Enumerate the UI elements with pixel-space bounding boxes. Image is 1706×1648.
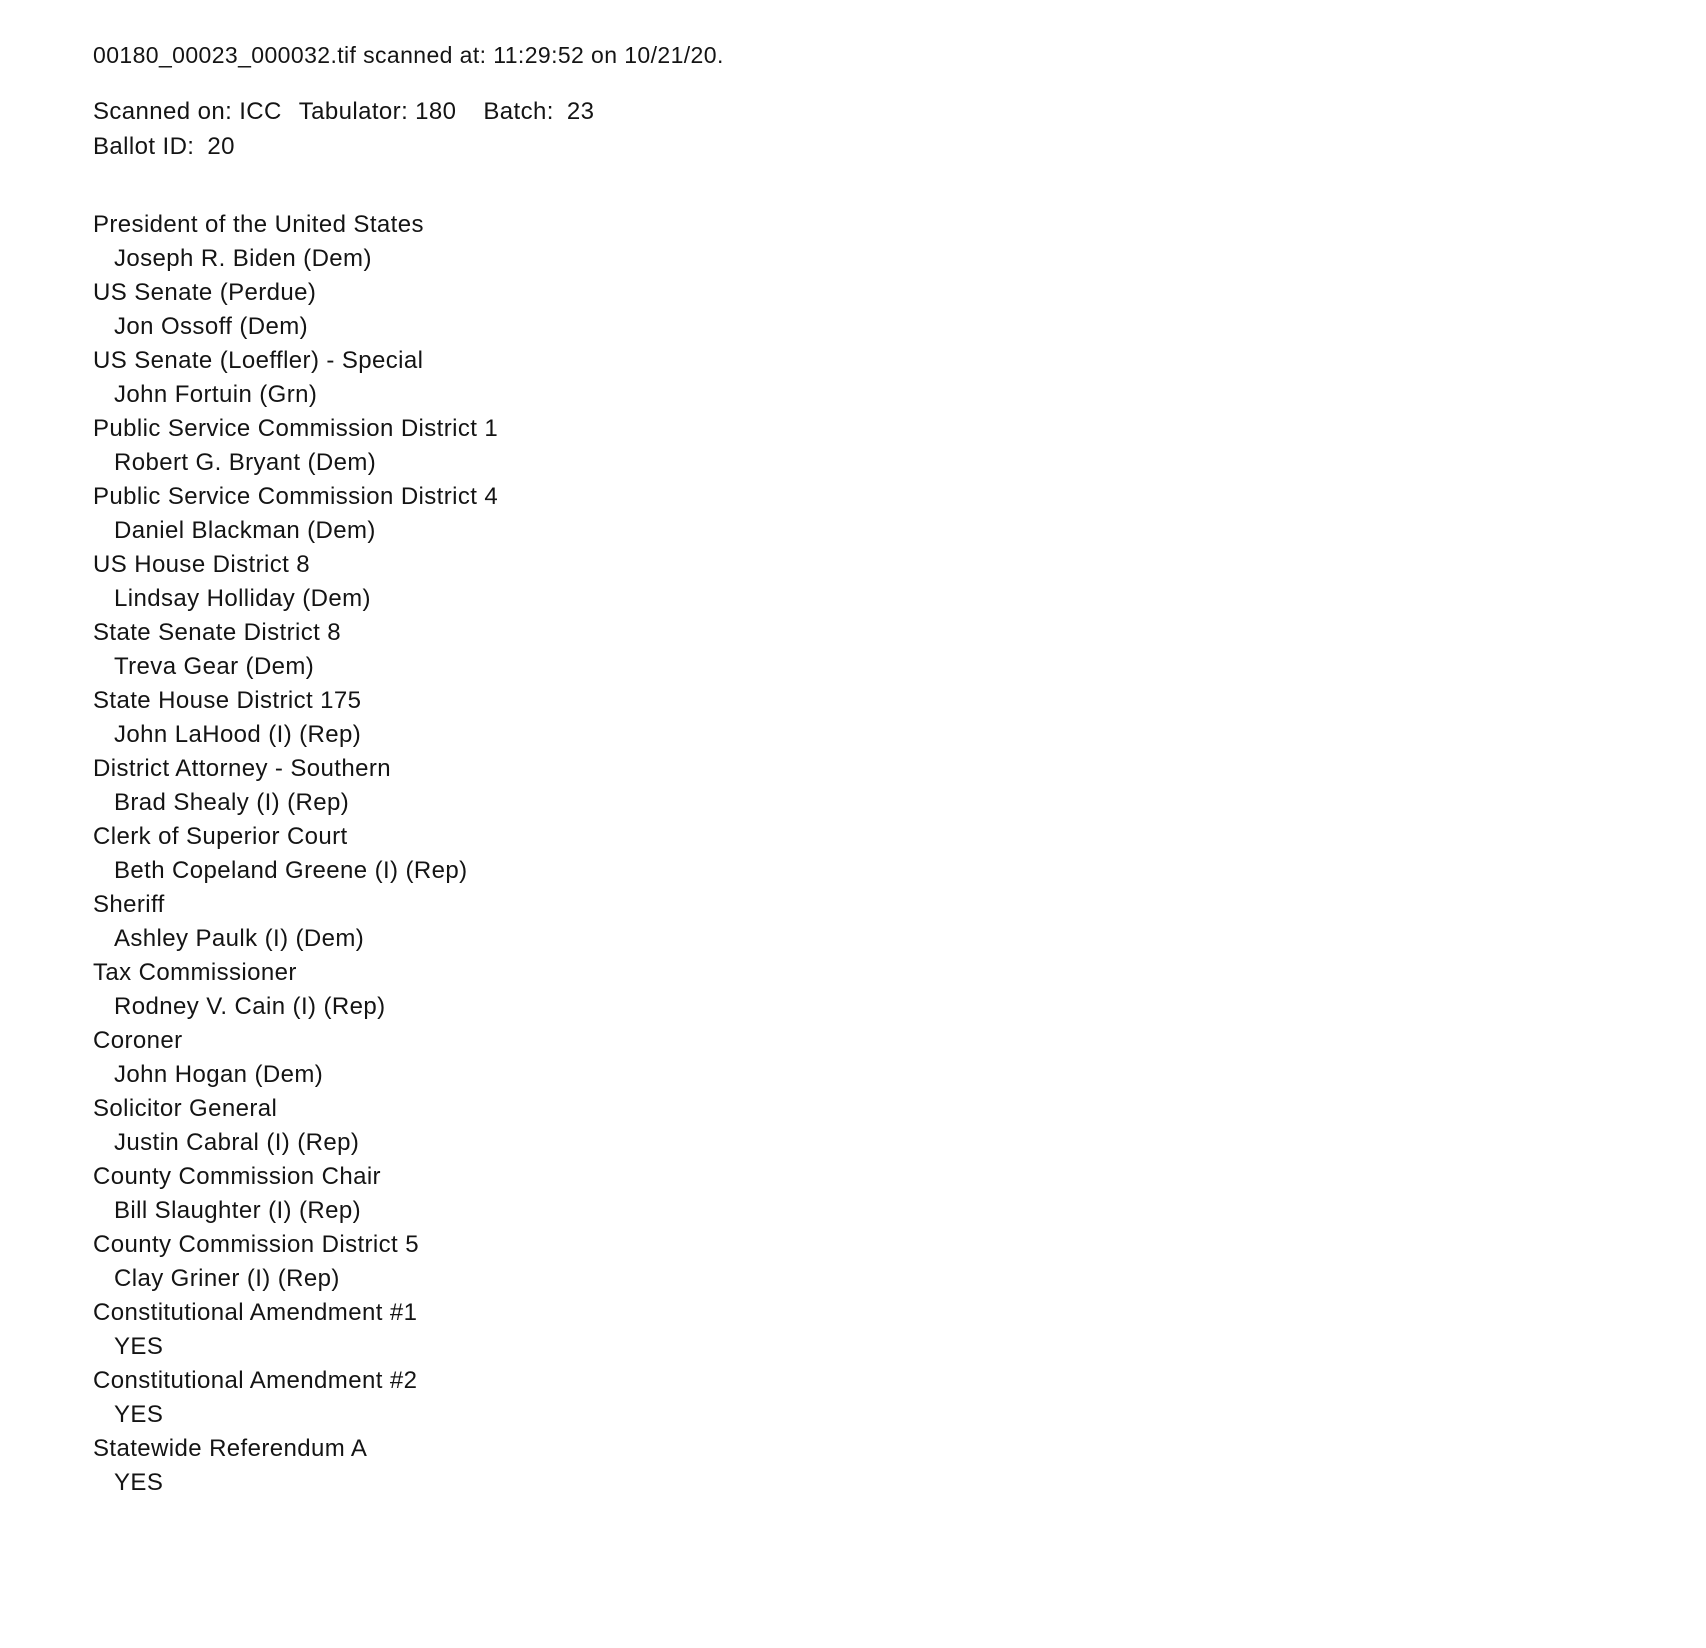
scanned-on-value: ICC [239, 98, 282, 125]
contest-row [93, 208, 1666, 276]
contest-title: Solicitor General [93, 1095, 278, 1122]
contest-selection: Bill Slaughter (I) (Rep) [114, 1197, 362, 1224]
contest-selection: YES [114, 1469, 164, 1496]
contest-selection: Joseph R. Biden (Dem) [114, 245, 372, 272]
contest-title: US Senate (Loeffler) - Special [93, 347, 424, 374]
contest-selection: Clay Griner (I) (Rep) [114, 1265, 340, 1292]
contest-title: US Senate (Perdue) [93, 279, 317, 306]
contest-selection: John Hogan (Dem) [114, 1061, 324, 1088]
contest-row [93, 412, 1666, 480]
batch-label: Batch: [483, 98, 554, 125]
contest-selection: Jon Ossoff (Dem) [114, 313, 309, 340]
contest-selection: Robert G. Bryant (Dem) [114, 449, 377, 476]
contest-title: Constitutional Amendment #2 [93, 1367, 418, 1394]
contest-selection: Treva Gear (Dem) [114, 653, 315, 680]
contest-row [93, 548, 1666, 616]
contest-selection: John LaHood (I) (Rep) [114, 721, 362, 748]
scan-info-line [93, 94, 1666, 129]
contest-row [93, 888, 1666, 956]
contest-selection: YES [114, 1401, 164, 1428]
tabulator-value: 180 [415, 98, 457, 125]
contest-row [93, 1296, 1666, 1364]
contest-title: Public Service Commission District 1 [93, 415, 499, 442]
contest-row [93, 1364, 1666, 1432]
ballot-id-label: Ballot ID: [93, 133, 195, 160]
contest-row [93, 752, 1666, 820]
contest-selection: John Fortuin (Grn) [114, 381, 318, 408]
batch-value: 23 [566, 98, 595, 125]
contest-title: District Attorney - Southern [93, 755, 391, 782]
contest-row [93, 1160, 1666, 1228]
ballot-id-line [93, 129, 1666, 164]
contest-row [93, 616, 1666, 684]
contest-row [93, 1024, 1666, 1092]
contest-row [93, 480, 1666, 548]
ballot-id-value: 20 [207, 133, 235, 160]
contest-row [93, 956, 1666, 1024]
contest-row [93, 1432, 1666, 1500]
contest-list [93, 208, 1666, 1500]
tabulator-label: Tabulator: [298, 98, 409, 125]
contest-selection: YES [114, 1333, 164, 1360]
contest-row [93, 276, 1666, 344]
contest-title: Coroner [93, 1027, 183, 1054]
contest-row [93, 820, 1666, 888]
contest-selection: Lindsay Holliday (Dem) [114, 585, 371, 612]
contest-title: State House District 175 [93, 687, 362, 714]
contest-title: Public Service Commission District 4 [93, 483, 499, 510]
contest-row [93, 1228, 1666, 1296]
contest-title: Statewide Referendum A [93, 1435, 368, 1462]
contest-selection: Daniel Blackman (Dem) [114, 517, 376, 544]
contest-title: State Senate District 8 [93, 619, 341, 646]
contest-title: President of the United States [93, 211, 424, 238]
contest-selection: Brad Shealy (I) (Rep) [114, 789, 350, 816]
contest-title: Tax Commissioner [93, 959, 297, 986]
contest-selection: Ashley Paulk (I) (Dem) [114, 925, 365, 952]
contest-selection: Justin Cabral (I) (Rep) [114, 1129, 360, 1156]
contest-selection: Beth Copeland Greene (I) (Rep) [114, 857, 468, 884]
contest-title: US House District 8 [93, 551, 310, 578]
scanned-on-label: Scanned on: [93, 98, 233, 125]
contest-row [93, 684, 1666, 752]
contest-row [93, 344, 1666, 412]
contest-row [93, 1092, 1666, 1160]
scan-header-line: 00180_00023_000032.tif scanned at: 11:29:52 on 10/21/20. [93, 42, 724, 68]
contest-title: Sheriff [93, 891, 165, 918]
contest-title: Constitutional Amendment #1 [93, 1299, 418, 1326]
contest-title: Clerk of Superior Court [93, 823, 348, 850]
contest-selection: Rodney V. Cain (I) (Rep) [114, 993, 386, 1020]
contest-title: County Commission District 5 [93, 1231, 419, 1258]
contest-title: County Commission Chair [93, 1163, 381, 1190]
